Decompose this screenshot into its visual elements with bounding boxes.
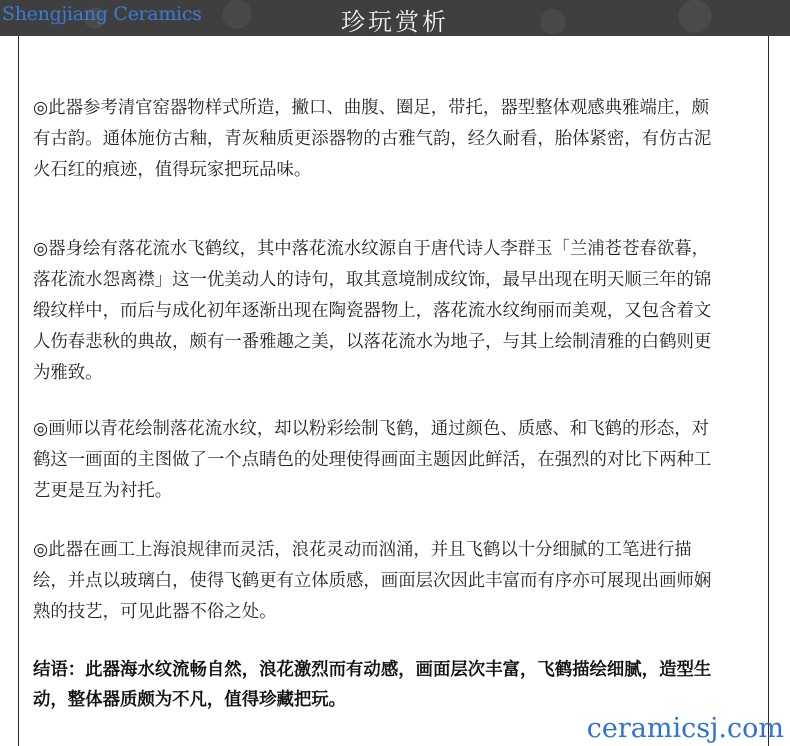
description-paragraph-4: ◎此器在画工上海浪规律而灵活，浪花灵动而汹涌，并且飞鹤以十分细腻的工笔进行描绘，并点以玻璃白，使得飞鹤更有立体质感，画面层次因此丰富而有序亦可展现出画师娴熟的技艺，可见此器不俗之处。 [33,540,712,622]
description-paragraph-3: ◎画师以青花绘制落花流水纹，却以粉彩绘制飞鹤，通过颜色、质感、和飞鹤的形态，对鹤这一画面的主图做了一个点睛色的处理使得画面主题因此鲜活，在强烈的对比下两种工艺更是互为衬托。 [33,419,712,501]
header-banner [0,0,790,36]
description-paragraph-2: ◎器身绘有落花流水飞鹤纹，其中落花流水纹源自于唐代诗人李群玉「兰浦苍苍春欲暮，落花流水怨离襟」这一优美动人的诗句，取其意境制成纹饰，最早出现在明天顺三年的锦缎纹样中，而后与成化初年逐渐出现在陶瓷器物上，落花流水纹绚丽而美观，又包含着文人伤春悲秋的典故，颇有一番雅趣之美，以落花流水为地子，与其上绘制清雅的白鹤则更为雅致。 [33,239,712,383]
brand-logo-text[interactable]: Shengjiang Ceramics [2,3,202,25]
description-paragraph-1: ◎此器参考清官窑器物样式所造，撇口、曲腹、圈足，带托，器型整体观感典雅端庄，颇有古韵。通体施仿古釉，青灰釉质更添器物的古雅气韵，经久耐看，胎体紧密，有仿古泥火石红的痕迹，值得玩家把玩品味。 [33,98,712,180]
page-title: 珍玩赏析 [341,8,449,36]
conclusion-paragraph: 结语：此器海水纹流畅自然，浪花激烈而有动感，画面层次丰富，飞鹤描绘细腻，造型生动，整体器质颇为不凡，值得珍藏把玩。 [33,660,712,710]
site-watermark: ceramicsj.com [586,713,784,744]
